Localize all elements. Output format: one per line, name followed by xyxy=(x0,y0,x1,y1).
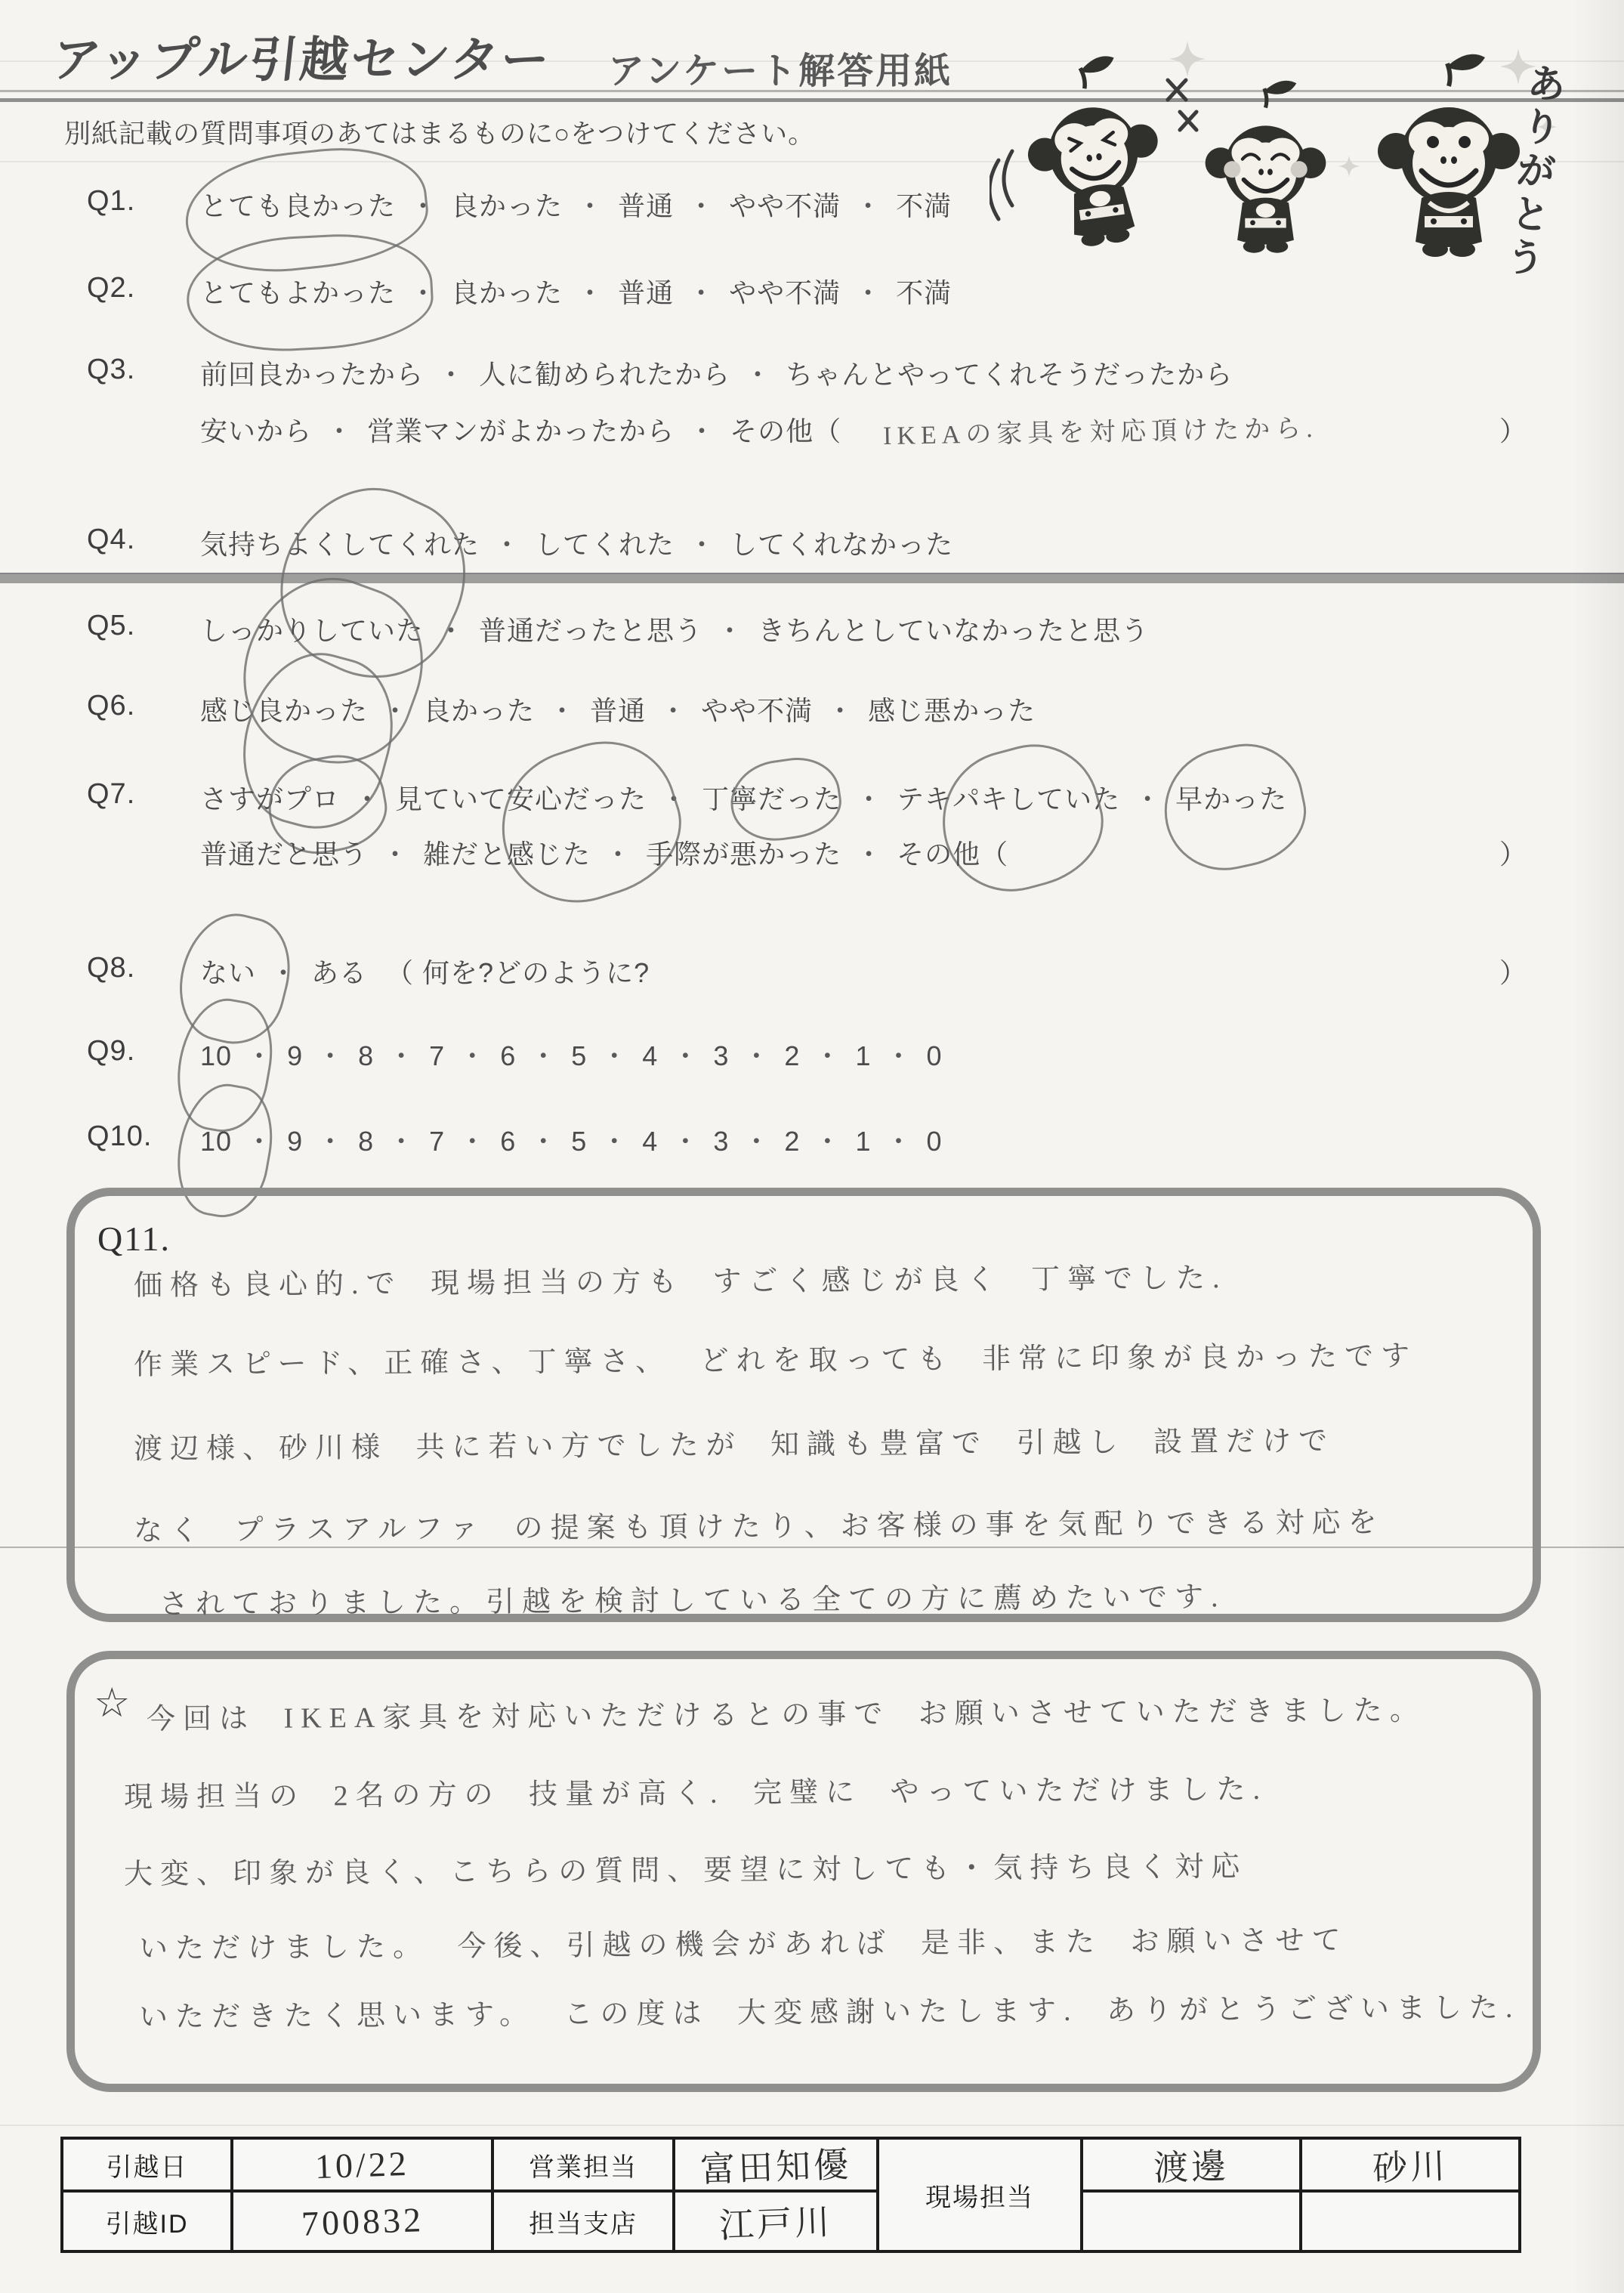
field-crew-empty-cell xyxy=(1301,2191,1520,2251)
option-separator: ・ xyxy=(604,839,633,870)
option-separator: ・ xyxy=(814,1040,842,1071)
option-separator: ・ xyxy=(855,783,884,814)
option-separator: ・ xyxy=(381,695,410,726)
answer-option: 不満 xyxy=(896,277,952,308)
answer-option: してくれなかった xyxy=(730,529,954,560)
answer-option: 手際が悪かった xyxy=(646,839,842,870)
handwritten-comment-line: 価格も良心的.で 現場担当の方も すごく感じが良く 丁寧でした. xyxy=(133,1262,1227,1303)
option-separator: ・ xyxy=(854,277,883,308)
answer-option: 6 xyxy=(500,1126,517,1157)
option-separator: ・ xyxy=(529,1126,558,1157)
answer-option: 普通だと思う xyxy=(200,839,369,870)
option-separator: ・ xyxy=(381,839,410,870)
answer-option: 8 xyxy=(358,1126,375,1157)
option-separator: ・ xyxy=(387,1126,416,1157)
question-options-row xyxy=(200,1035,943,1074)
hand-drawn-circle-mark xyxy=(220,555,446,786)
option-separator: ・ xyxy=(744,359,773,390)
answer-option: 4 xyxy=(642,1040,659,1071)
handwritten-comment-line: いただけました。 今後、引越の機会があれば 是非、また お願いさせて xyxy=(138,1924,1348,1965)
handwritten-answer-text: IKEAの家具を対応頂けたから. xyxy=(882,414,1319,451)
q11-comment-box xyxy=(66,1188,1541,1622)
answer-option: 2 xyxy=(784,1126,801,1157)
option-separator: ・ xyxy=(687,277,716,308)
option-separator: ・ xyxy=(814,1126,842,1157)
answer-option: きちんとしていなかったと思う xyxy=(758,615,1150,646)
monkey-icon xyxy=(1206,81,1326,253)
branch-value: 江戸川 xyxy=(674,2191,878,2251)
option-separator: ・ xyxy=(576,277,605,308)
answer-option: 4 xyxy=(642,1126,659,1157)
option-separator: ・ xyxy=(885,1040,913,1071)
cross-sparkle-icon xyxy=(1168,80,1196,130)
answer-option: 感じ良かった xyxy=(200,690,368,728)
option-separator: ・ xyxy=(854,190,883,221)
option-separator: ・ xyxy=(437,615,466,646)
answer-option: 人に勧められたから xyxy=(479,359,731,390)
answer-option: しっかりしていた xyxy=(200,610,424,648)
answer-option: 5 xyxy=(571,1126,588,1157)
field-crew-value-1: 渡邊 xyxy=(1082,2138,1301,2191)
answer-option: 普通だったと思う xyxy=(479,615,703,646)
question-options-row xyxy=(200,410,1318,449)
answer-option: 3 xyxy=(713,1040,730,1071)
question-options-row xyxy=(200,833,1008,872)
paren-close: ） xyxy=(1499,839,1527,870)
question-label: Q1. xyxy=(87,185,136,217)
answer-option: テキパキしていた xyxy=(897,778,1120,817)
answer-option: 普通 xyxy=(590,695,647,726)
paren-close: ） xyxy=(1499,416,1527,447)
answer-option: 早かった xyxy=(1175,778,1287,817)
monkey-icon xyxy=(1016,51,1172,253)
paren-close: ） xyxy=(1499,957,1527,988)
star-icon: ☆ xyxy=(94,1680,131,1726)
summary-table xyxy=(60,2137,1521,2253)
option-separator: ・ xyxy=(548,695,577,726)
answer-option: やや不満 xyxy=(729,190,841,221)
instruction-text: 別紙記載の質問事項のあてはまるものに○をつけてください。 xyxy=(64,119,816,149)
answer-option: 良かった xyxy=(451,190,563,221)
question-label: Q9. xyxy=(87,1035,136,1067)
move-date-value: 10/22 xyxy=(232,2138,492,2191)
field-crew-value-2: 砂川 xyxy=(1301,2138,1520,2191)
answer-option: 不満 xyxy=(896,190,952,221)
answer-option: やや不満 xyxy=(701,695,814,726)
option-separator: ・ xyxy=(1134,783,1162,814)
option-separator: ・ xyxy=(316,1126,345,1157)
option-separator: ・ xyxy=(245,1040,274,1071)
motion-lines-icon xyxy=(990,151,1012,219)
page-subtitle: アンケート解答用紙 xyxy=(608,51,953,91)
question-label: Q2. xyxy=(87,272,136,304)
option-separator: ・ xyxy=(387,1040,416,1071)
answer-option: とても良かった xyxy=(200,185,396,224)
answer-option: さすがプロ xyxy=(200,778,340,817)
page-title: アップル引越センター xyxy=(49,32,554,87)
question-label: Q3. xyxy=(87,354,136,385)
answer-option: 1 xyxy=(855,1126,872,1157)
answer-option: 8 xyxy=(358,1040,375,1071)
answer-option: 10 xyxy=(200,1126,232,1157)
answer-option: 7 xyxy=(429,1040,446,1071)
question-options-row xyxy=(200,354,1233,392)
move-date-label: 引越日 xyxy=(62,2138,232,2191)
answer-option: その他（ xyxy=(730,416,842,447)
option-separator: ・ xyxy=(659,695,688,726)
answer-option: 5 xyxy=(571,1040,588,1071)
option-separator: ・ xyxy=(458,1126,487,1157)
handwritten-comment-line: いただきたく思います。 この度は 大変感謝いたします. ありがとうございました. xyxy=(138,1992,1521,2034)
question-options-row xyxy=(200,778,1287,817)
option-separator: ・ xyxy=(855,839,884,870)
field-crew-label: 現場担当 xyxy=(878,2138,1082,2251)
option-separator: ・ xyxy=(409,277,438,308)
option-separator: ・ xyxy=(326,416,354,447)
answer-option: 安いから xyxy=(200,416,313,447)
option-separator: ・ xyxy=(270,957,298,988)
option-separator: ・ xyxy=(826,695,855,726)
question-label: Q6. xyxy=(87,690,136,722)
question-label: Q10. xyxy=(87,1120,153,1152)
option-separator: ・ xyxy=(437,359,466,390)
question-options-row xyxy=(200,185,952,224)
question-options-row xyxy=(200,610,1149,648)
hand-drawn-circle-mark xyxy=(482,722,699,922)
option-separator: ・ xyxy=(672,1126,700,1157)
branch-label: 担当支店 xyxy=(492,2191,674,2251)
answer-option: してくれた xyxy=(535,529,675,560)
answer-option: 6 xyxy=(500,1040,517,1071)
answer-option: 9 xyxy=(287,1040,304,1071)
answer-option: 営業マンがよかったから xyxy=(367,416,675,447)
answer-option: ある xyxy=(311,957,368,988)
option-separator: ・ xyxy=(601,1040,629,1071)
answer-option: 見ていて安心だった xyxy=(395,778,647,817)
option-separator: ・ xyxy=(316,1040,345,1071)
option-separator: ・ xyxy=(885,1126,913,1157)
handwritten-comment-line: 現場担当の 2名の方の 技量が高く. 完璧に やっていただけました. xyxy=(123,1773,1268,1814)
answer-option: 9 xyxy=(287,1126,304,1157)
answer-option: ない xyxy=(200,952,256,990)
answer-option: 気持ちよくしてくれた xyxy=(200,524,480,562)
option-separator: ・ xyxy=(493,529,522,560)
option-separator: ・ xyxy=(688,416,717,447)
move-id-label: 引越ID xyxy=(62,2191,232,2251)
answer-option: 3 xyxy=(713,1126,730,1157)
option-separator: ・ xyxy=(354,783,382,814)
question-label: Q4. xyxy=(87,524,136,555)
hand-drawn-circle-mark xyxy=(927,730,1117,907)
option-separator: ・ xyxy=(458,1040,487,1071)
answer-option: 2 xyxy=(784,1040,801,1071)
answer-option: その他（ xyxy=(897,839,1009,870)
move-id-value: 700832 xyxy=(232,2191,492,2251)
hand-drawn-circle-mark xyxy=(252,461,492,705)
answer-option: 10 xyxy=(200,1040,232,1072)
answer-option: 感じ悪かった xyxy=(868,695,1036,726)
thanks-calligraphy-text: ありがとう xyxy=(1496,60,1567,283)
question-options-row xyxy=(200,524,953,562)
option-separator: ・ xyxy=(672,1040,700,1071)
option-separator: ・ xyxy=(743,1126,771,1157)
option-separator: ・ xyxy=(687,190,716,221)
field-crew-empty-cell xyxy=(1082,2191,1301,2251)
q11-label: Q11. xyxy=(97,1219,171,1258)
answer-option: ちゃんとやってくれそうだったから xyxy=(786,359,1233,390)
answer-option: 0 xyxy=(926,1126,943,1157)
handwritten-comment-line: 今回は IKEA家具を対応いただけるとの事で お願いさせていただきました。 xyxy=(146,1695,1426,1735)
answer-option: （ 何を?どのように? xyxy=(386,957,650,988)
question-label: Q8. xyxy=(87,952,136,984)
star-comment-box xyxy=(66,1651,1541,2092)
answer-option: 0 xyxy=(926,1040,943,1071)
answer-option: 前回良かったから xyxy=(200,359,425,390)
question-options-row xyxy=(200,690,1036,728)
answer-option: やや不満 xyxy=(729,277,841,308)
monkey-mascots-illustration xyxy=(990,30,1571,257)
option-separator: ・ xyxy=(529,1040,558,1071)
option-separator: ・ xyxy=(601,1126,629,1157)
option-separator: ・ xyxy=(409,190,438,221)
sales-rep-value: 富田知優 xyxy=(674,2138,878,2191)
option-separator: ・ xyxy=(576,190,605,221)
answer-option: 7 xyxy=(429,1126,446,1157)
answer-option: 良かった xyxy=(423,695,536,726)
question-label: Q5. xyxy=(87,610,136,641)
option-separator: ・ xyxy=(660,783,689,814)
option-separator: ・ xyxy=(716,615,745,646)
handwritten-comment-line: 作業スピード、正確さ、丁寧さ、 どれを取っても 非常に印象が良かったです xyxy=(133,1340,1418,1381)
question-options-row xyxy=(200,272,952,311)
question-options-row xyxy=(200,952,650,990)
answer-option: 普通 xyxy=(618,277,675,308)
answer-option: 良かった xyxy=(451,277,563,308)
handwritten-comment-line: なく プラスアルファ の提案も頂けたり、お客様の事を気配りできる対応を xyxy=(133,1507,1385,1547)
handwritten-comment-line: されておりました。引越を検討している全ての方に薦めたいです. xyxy=(159,1581,1226,1621)
answer-option: 1 xyxy=(855,1040,872,1071)
answer-option: 雑だと感じた xyxy=(423,839,591,870)
answer-option: 丁寧だった xyxy=(702,778,841,817)
question-options-row xyxy=(200,1120,943,1159)
option-separator: ・ xyxy=(245,1126,274,1157)
option-separator: ・ xyxy=(688,529,717,560)
answer-option: とてもよかった xyxy=(200,272,396,311)
answer-option: 普通 xyxy=(618,190,675,221)
option-separator: ・ xyxy=(743,1040,771,1071)
question-label: Q7. xyxy=(87,778,136,810)
handwritten-comment-line: 大変、印象が良く、こちらの質問、要望に対しても・気持ち良く対応 xyxy=(123,1850,1248,1891)
sales-rep-label: 営業担当 xyxy=(492,2138,674,2191)
handwritten-comment-line: 渡辺様、砂川様 共に若い方でしたが 知識も豊富で 引越し 設置だけで xyxy=(133,1425,1335,1466)
